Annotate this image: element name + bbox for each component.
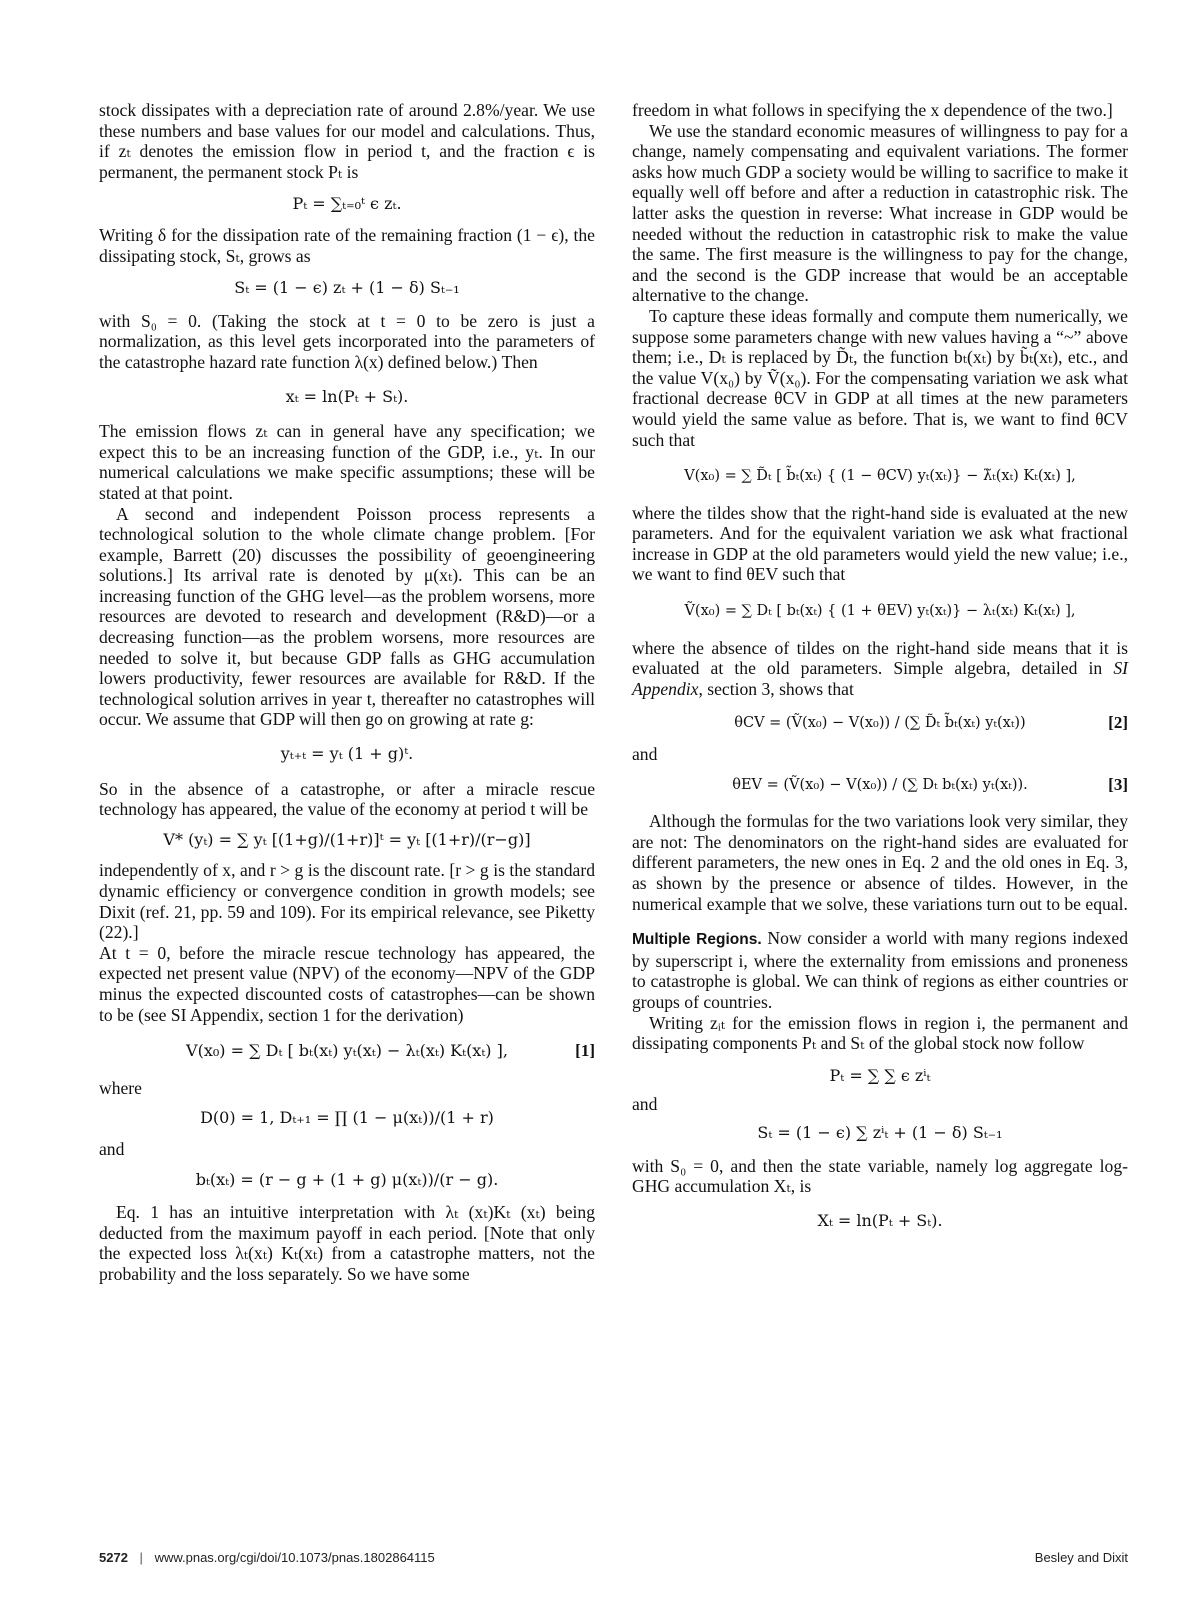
equation-text: V(x₀) = ∑ D̃ₜ [ b̃ₜ(xₜ) { (1 − θCV) yₜ(xₜ)} − λ̃ₜ(xₜ) Kₜ(xₜ) ], [684, 468, 1076, 485]
equation-text: bₜ(xₜ) = (r − g + (1 + g) μ(xₜ))/(r − g). [195, 1169, 499, 1189]
equation-dissipating-stock [99, 278, 595, 299]
equation-text: yₜ₊ₜ = yₜ (1 + g)ᵗ. [280, 744, 414, 764]
paragraph: independently of x, and r > g is the discount rate. [r > g is the standard dynamic efficiency or convergence condition in growth models; see Dixit (ref. 21, pp. 59 and 109). For its empirical relevance, see Piketty (22).] [99, 860, 595, 943]
equation-permanent-stock-regions [632, 1066, 1128, 1087]
equation-text: Ṽ(x₀) = ∑ Dₜ [ bₜ(xₜ) { (1 + θEV) yₜ(xₜ)} − λₜ(xₜ) Kₜ(xₜ) ], [684, 603, 1076, 620]
paragraph: At t = 0, before the miracle rescue technology has appeared, the expected net present value (NPV) of the economy—NPV of the GDP minus the expected discounted costs of catastrophes—can be shown to be (see SI Appendix, section 1 for the derivation) [99, 942, 595, 1025]
paragraph: stock dissipates with a depreciation rate of around 2.8%/year. We use these numbers and base values for our model and calculations. Thus, if zₜ denotes the emission flow in period t, and the fraction ϵ is permanent, the permanent stock Pₜ is [99, 100, 595, 182]
paragraph: A second and independent Poisson process represents a technological solution to the whole climate change problem. [For example, Barrett (20) discusses the possibility of geoengineering solutions.] Its arrival rate is denoted by μ(xₜ). This can be an increasing function of the GHG level—as the problem worsens, more resources are devoted to research and development (R&D)—or a decreasing function—as the problem worsens, more resources are needed to solve it, but because GDP falls as GHG accumulation lowers productivity, fewer resources are available for R&D. If the technological solution arrives in year t, thereafter no catastrophes will occur. We assume that GDP will then go on growing at rate g: [99, 503, 595, 730]
paragraph: and [632, 1094, 658, 1115]
equation-compensating-variation [632, 466, 1128, 487]
equation-state-variable [99, 387, 595, 408]
paragraph: freedom in what follows in specifying the x dependence of the two.] [632, 100, 1113, 120]
equation-2 [632, 713, 1128, 734]
equation-text: Sₜ = (1 − ϵ) zₜ + (1 − δ) Sₜ₋₁ [234, 278, 460, 298]
footer-separator: | [139, 1550, 143, 1565]
equation-growth [99, 744, 595, 765]
equation-text: Xₜ = ln(Pₜ + Sₜ). [817, 1210, 943, 1230]
equation-text: Sₜ = (1 − ϵ) ∑ zⁱₜ + (1 − δ) Sₜ₋₁ [757, 1122, 1003, 1142]
footer-left [99, 1550, 435, 1565]
equation-text: θCV = (Ṽ(x₀) − V(x₀)) / (∑ D̃ₜ b̃ₜ(xₜ) yₜ(xₜ)) [734, 715, 1026, 732]
equation-1 [99, 1041, 595, 1062]
equation-b-function [99, 1170, 595, 1191]
equation-3 [632, 775, 1128, 796]
paragraph [632, 638, 1128, 700]
paragraph: Eq. 1 has an intuitive interpretation with λₜ (xₜ)Kₜ (xₜ) being deducted from the maximum payoff in each period. [Note that only the expected loss λₜ(xₜ) Kₜ(xₜ) from a catastrophe matters, not the probability and the loss separately. So we have some [99, 1202, 595, 1284]
paragraph: To capture these ideas formally and compute them numerically, we suppose some parameters change with new values having a “~” above them; i.e., Dₜ is replaced by D̃ₜ, the function bₜ(xₜ) by b̃ₜ(xₜ), etc., and the value V(x₀) by Ṽ(x₀). For the compensating variation we ask what fractional decrease θCV in GDP at all times at the new parameters would yield the same value as before. That is, we want to find θCV such that [632, 305, 1128, 450]
equation-equivalent-variation [632, 601, 1128, 622]
equation-state-variable-regions [632, 1211, 1128, 1232]
paragraph: where [99, 1077, 142, 1098]
page-footer [99, 1550, 1128, 1570]
equation-number: [3] [1108, 774, 1128, 794]
paragraph-text: , section 3, shows that [698, 678, 854, 699]
paragraph: and [99, 1138, 125, 1159]
equation-text: Pₜ = ∑ ∑ ϵ zⁱₜ [829, 1065, 931, 1085]
equation-number: [2] [1108, 713, 1128, 733]
paragraph [632, 928, 1128, 1012]
paragraph: with S₀ = 0. (Taking the stock at t = 0 to be zero is just a normalization, as this level gets incorporated into the parameters of the catastrophe hazard rate function λ(x) defined below.) Then [99, 310, 595, 372]
paragraph: So in the absence of a catastrophe, or after a miracle rescue technology has appeared, the value of the economy at period t will be [99, 778, 595, 820]
paragraph-text: Now consider a world with many regions indexed by superscript i, where the externality from emissions and proneness to catastrophe is global. We can think of regions as either countries or groups of countries. [632, 928, 1128, 1012]
equation-text: xₜ = ln(Pₜ + Sₜ). [285, 386, 409, 406]
footer-authors: Besley and Dixit [1034, 1550, 1128, 1565]
section-heading: Multiple Regions. [632, 931, 762, 949]
paragraph: where the tildes show that the right-hand side is evaluated at the new parameters. And for the equivalent variation we ask what fractional increase in GDP at the old parameters would yield the new value; i.e., we want to find θEV such that [632, 502, 1128, 585]
equation-number: [1] [575, 1041, 595, 1061]
equation-dissipating-stock-regions [632, 1123, 1128, 1144]
paragraph-text: where the absence of tildes on the right-hand side means that it is evaluated at the old parameters. Simple algebra, detailed in [632, 637, 1128, 679]
right-column [632, 100, 1128, 1231]
equation-text: D(0) = 1, Dₜ₊₁ = ∏ (1 − μ(xₜ))/(1 + r) [200, 1108, 494, 1128]
equation-discount-factor [99, 1108, 595, 1129]
si-appendix-reference: SI Appendix [632, 658, 1128, 699]
equation-v-star [99, 830, 595, 851]
page-number: 5272 [99, 1550, 128, 1565]
paragraph: and [632, 744, 658, 765]
paragraph: Writing δ for the dissipation rate of the remaining fraction (1 − ϵ), the dissipating stock, Sₜ, grows as [99, 224, 595, 266]
equation-permanent-stock [99, 194, 595, 215]
paragraph: with S₀ = 0, and then the state variable, namely log aggregate log-GHG accumulation Xₜ, is [632, 1155, 1128, 1197]
paragraph: We use the standard economic measures of willingness to pay for a change, namely compensating and equivalent variations. The former asks how much GDP a society would be willing to sacrifice to make it equally well off before and after a reduction in catastrophic risk. The latter asks the question in reverse: What increase in GDP would be needed without the reduction in catastrophic risk to make the value the same. The first measure is the willingness to pay for the change, and the second is the GDP increase that would be an acceptable alternative to the change. [632, 120, 1128, 306]
left-column [99, 100, 595, 1285]
equation-text: V* (yₜ) = ∑ yₜ [(1+g)/(1+r)]ᵗ = yₜ [(1+r)/(r−g)] [163, 829, 531, 849]
equation-text: Pₜ = ∑ₜ₌₀ᵗ ϵ zₜ. [292, 194, 402, 214]
paragraph: Writing zᵢₜ for the emission flows in region i, the permanent and dissipating components Pₜ and Sₜ of the global stock now follow [632, 1012, 1128, 1054]
paragraph: Although the formulas for the two variations look very similar, they are not: The denominators on the right-hand sides are evaluated for different parameters, the new ones in Eq. 2 and the old ones in Eq. 3, as shown by the presence or absence of tildes. However, in the numerical example that we solve, these variations turn out to be equal. [632, 811, 1128, 914]
paragraph: The emission flows zₜ can in general have any specification; we expect this to be an increasing function of the GDP, i.e., yₜ. In our numerical calculations we make specific assumptions; these will be stated at that point. [99, 421, 595, 503]
equation-text: V(x₀) = ∑ Dₜ [ bₜ(xₜ) yₜ(xₜ) − λₜ(xₜ) Kₜ(xₜ) ], [186, 1041, 508, 1061]
equation-text: θEV = (Ṽ(x₀) − V(x₀)) / (∑ Dₜ bₜ(xₜ) yₜ(xₜ)). [732, 776, 1028, 793]
doi-link[interactable]: www.pnas.org/cgi/doi/10.1073/pnas.1802864115 [154, 1550, 435, 1565]
